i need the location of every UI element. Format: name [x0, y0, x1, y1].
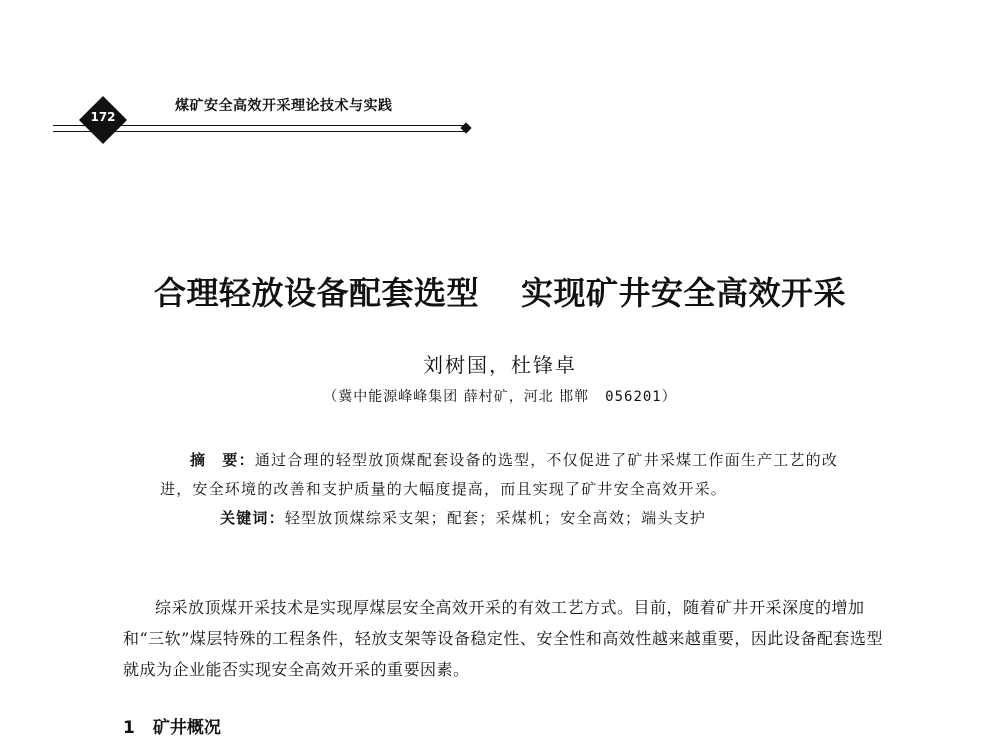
abstract-text: 通过合理的轻型放顶煤配套设备的选型，不仅促进了矿井采煤工作面生产工艺的改进，安全环境的改善和支护质量的大幅度提高，而且实现了矿井安全高效开采。: [160, 451, 839, 498]
keywords-line: [160, 504, 860, 533]
running-title: 煤矿安全高效开采理论技术与实践: [175, 98, 393, 114]
affiliation-text: （冀中能源峰峰集团 薛村矿，河北 邯郸: [323, 389, 590, 405]
keywords-text: 轻型放顶煤综采支架；配套；采煤机；安全高效；端头支护: [284, 509, 707, 527]
section-heading: [123, 713, 221, 738]
paper-title-part1: 合理轻放设备配套选型: [153, 274, 479, 312]
keywords-label: 关键词：: [220, 509, 285, 527]
abstract-block: [160, 446, 860, 533]
section-title: 矿井概况: [152, 718, 221, 738]
body-paragraph: 综采放顶煤开采技术是实现厚煤层安全高效开采的有效工艺方式。目前，随着矿井开采深度的增加和“三软”煤层特殊的工程条件，轻放支架等设备稳定性、安全性和高效性越来越重要，因此设备配套选型就成为企业能否实现安全高效开采的重要因素。: [123, 598, 883, 679]
page-number: 172: [90, 110, 116, 124]
paper-title: [0, 268, 1000, 314]
affiliation: [0, 386, 1000, 406]
postcode: 056201）: [605, 389, 677, 405]
section-number: 1: [123, 718, 135, 738]
abstract-label: 摘 要：: [190, 451, 255, 469]
paper-title-part2: 实现矿井安全高效开采: [521, 274, 847, 312]
body-text: [123, 592, 883, 685]
authors: 刘树国，杜锋卓: [423, 353, 577, 377]
abstract-paragraph: [160, 446, 860, 504]
